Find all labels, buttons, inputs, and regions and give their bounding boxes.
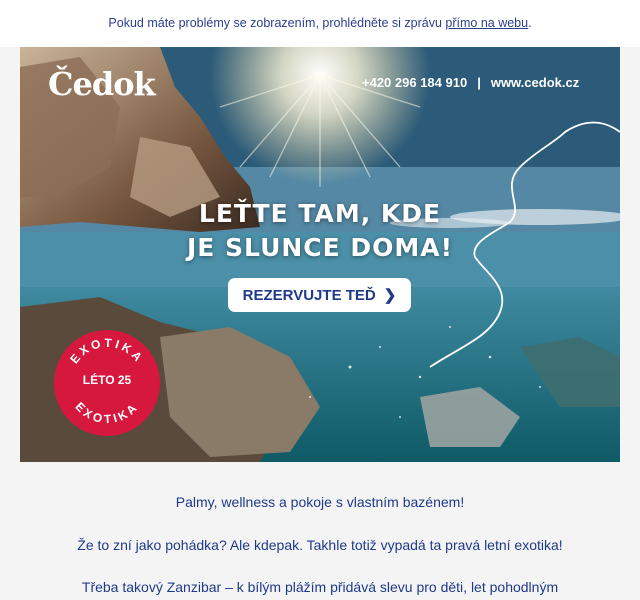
badge-season-text: LÉTO 25 — [82, 373, 132, 387]
headline-line-2: JE SLUNCE DOMA! — [186, 233, 454, 262]
preheader-text: Pokud máte problémy se zobrazením, prohlédněte si zprávu — [108, 16, 446, 30]
book-now-label: REZERVUJTE TEĎ — [242, 286, 376, 304]
phone-number[interactable]: +420 296 184 910 — [362, 75, 468, 90]
fairy-tale-line: Že to zní jako pohádka? Ale kdepak. Takhle totiž vypadá ta pravá letní exotika! — [77, 537, 563, 553]
badge-bottom-text: EXOTIKA — [72, 399, 142, 427]
website-link[interactable]: www.cedok.cz — [490, 75, 580, 90]
chevron-right-icon: ❯ — [383, 287, 397, 304]
cedok-logo[interactable]: Čedok — [48, 65, 155, 103]
view-on-web-link[interactable]: přímo na webu — [445, 16, 529, 30]
hero-banner — [20, 47, 620, 462]
hero-headline — [170, 197, 470, 265]
contact-separator: | — [477, 75, 481, 90]
exotika-badge — [54, 330, 160, 436]
zanzibar-line: Třeba takový Zanzibar – k bílým plážím přidává slevu pro děti, let pohodlným — [81, 579, 559, 595]
svg-text:EXOTIKA — [67, 336, 147, 367]
badge-top-text: EXOTIKA — [67, 335, 147, 367]
intro-line: Palmy, wellness a pokoje s vlastním bazénem! — [175, 494, 465, 510]
preheader-bar — [0, 0, 640, 47]
headline-line-1: LEŤTE TAM, KDE — [198, 199, 442, 228]
header-contact — [362, 75, 579, 90]
svg-text:EXOTIKA — [72, 399, 141, 426]
preheader-end: . — [528, 16, 532, 30]
book-now-button[interactable] — [228, 278, 411, 312]
